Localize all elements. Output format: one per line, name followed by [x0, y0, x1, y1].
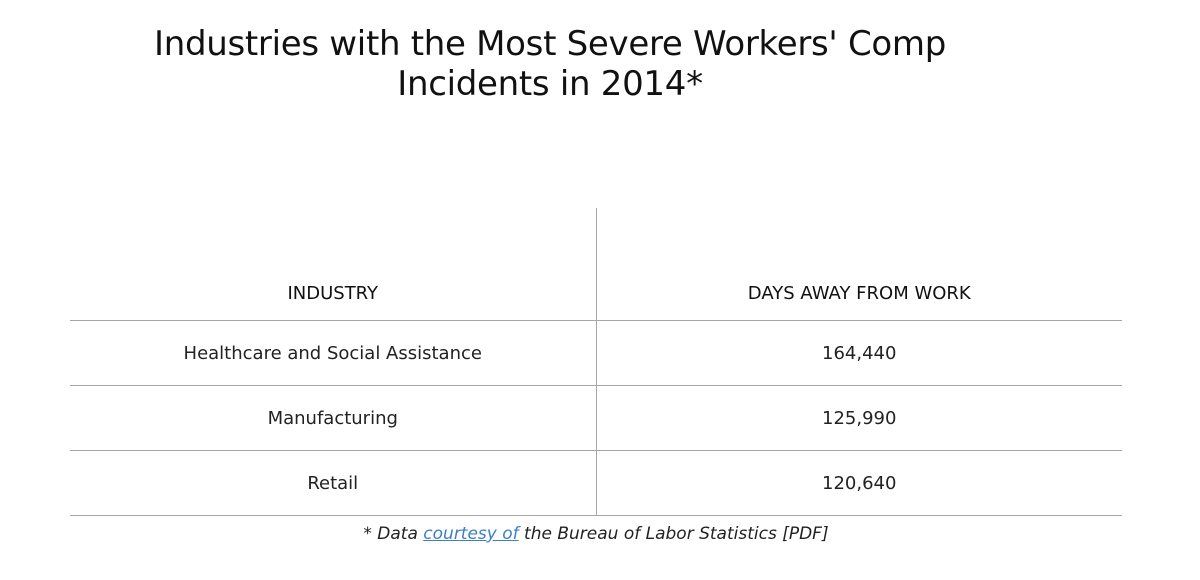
footnote-prefix: * Data [363, 524, 424, 544]
source-footnote [70, 524, 1122, 544]
industry-name: Healthcare and Social Assistance [183, 342, 482, 364]
days-cell [596, 451, 1122, 516]
page-title-line-1: Industries with the Most Severe Workers' Comp [153, 24, 947, 64]
table-row [70, 386, 1122, 451]
table-row [70, 451, 1122, 516]
days-value: 125,990 [822, 407, 897, 429]
days-cell [596, 321, 1122, 386]
column-header-industry-label: INDUSTRY [287, 283, 379, 304]
column-header-industry [70, 208, 596, 321]
footnote-suffix: the Bureau of Labor Statistics [PDF] [518, 524, 829, 544]
column-header-days-away-label: DAYS AWAY FROM WORK [747, 283, 971, 304]
industry-table-container [70, 208, 1122, 516]
industry-name: Retail [307, 472, 359, 494]
days-cell [596, 386, 1122, 451]
industry-cell [70, 451, 596, 516]
days-value: 120,640 [822, 472, 897, 494]
industry-name: Manufacturing [267, 407, 398, 429]
days-value: 164,440 [822, 342, 897, 364]
table-row [70, 321, 1122, 386]
industry-table [70, 208, 1122, 516]
page-title [60, 24, 1040, 104]
table-header-row [70, 208, 1122, 321]
courtesy-of-link[interactable]: courtesy of [423, 524, 519, 544]
page-title-line-2: Incidents in 2014* [397, 64, 703, 104]
column-header-days-away [596, 208, 1122, 321]
industry-cell [70, 386, 596, 451]
industry-cell [70, 321, 596, 386]
